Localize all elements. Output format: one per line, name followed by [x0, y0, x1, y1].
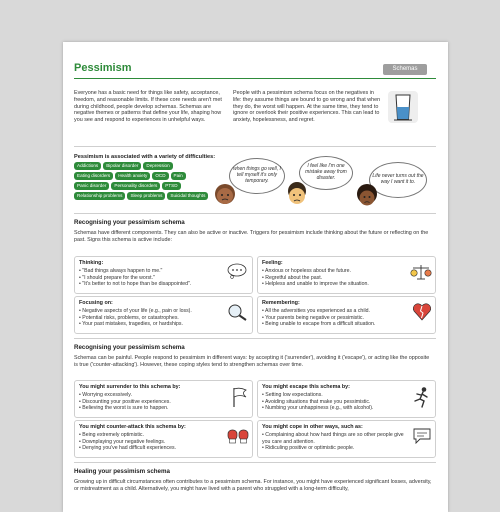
box-title: You might escape this schema by: [262, 384, 350, 390]
difficulty-tag: PTSD [162, 182, 180, 190]
thought-cloud-icon [227, 263, 247, 279]
box-title: Remembering: [262, 300, 300, 306]
title-divider [74, 78, 436, 79]
box-item: • Anxious or hopeless about the future. [262, 268, 369, 275]
emotion-scale-icon [410, 263, 432, 281]
speech-bubble-icon [412, 427, 432, 445]
box-item: • "It's better to not to hope than be disappointed". [79, 281, 191, 288]
recognising-heading: Recognising your pessimism schema [74, 219, 185, 226]
remembering-box [257, 296, 436, 334]
box-item: • Regretful about the past. [262, 275, 369, 282]
thinking-box [74, 256, 253, 294]
associated-difficulties-title: Pessimism is associated with a variety of difficulties: [74, 154, 216, 160]
box-item: • Ridiculing positive or optimistic people. [262, 445, 406, 452]
escape-box [257, 380, 436, 418]
difficulty-tag: Relationship problems [74, 192, 125, 200]
box-title: You might counter-attack this schema by: [79, 424, 186, 430]
difficulty-tag: Pain [171, 172, 186, 180]
responding-heading: Recognising your pessimism schema [74, 344, 185, 351]
section-divider [74, 462, 436, 463]
box-title: Focusing on: [79, 300, 113, 306]
worried-person-icon [213, 182, 237, 208]
box-item: • Numbing your unhappiness (e.g., with alcohol). [262, 405, 373, 412]
schemas-badge: Schemas [383, 64, 427, 75]
difficulty-tag: Panic disorder [74, 182, 109, 190]
box-item: • Being extremely optimistic. [79, 432, 176, 439]
worksheet-page [63, 42, 448, 512]
box-title: You might surrender to this schema by: [79, 384, 181, 390]
sad-person-icon [355, 184, 379, 210]
box-title: Thinking: [79, 260, 104, 266]
box-item: • Negative aspects of your life (e.g., pain or loss). [79, 308, 192, 315]
page-title: Pessimism [74, 62, 132, 74]
box-item: • Downplaying your negative feelings. [79, 439, 176, 446]
section-divider [74, 146, 436, 147]
box-item: • Helpless and unable to improve the situation. [262, 281, 369, 288]
difficulty-tag: Depression [143, 162, 172, 170]
thought-bubble [229, 158, 285, 194]
white-flag-icon [229, 386, 249, 408]
other-coping-box [257, 420, 436, 458]
box-item: • Denying you've had difficult experiences. [79, 445, 176, 452]
box-item: • Worrying excessively. [79, 392, 171, 399]
box-title: You might cope in other ways, such as: [262, 424, 363, 430]
section-divider [74, 338, 436, 339]
boxing-gloves-icon [227, 427, 249, 445]
section-divider [74, 213, 436, 214]
difficulty-tag: Bipolar disorder [103, 162, 141, 170]
healing-heading: Healing your pessimism schema [74, 468, 170, 475]
counter-attack-box [74, 420, 253, 458]
focusing-box [74, 296, 253, 334]
thought-bubble-text: I feel like I'm one mistake away from disaster. [305, 163, 347, 181]
difficulty-tag: Personality disorders [111, 182, 160, 190]
half-glass-icon [388, 91, 418, 123]
difficulty-tag: OCD [152, 172, 168, 180]
intro-left-text: Everyone has a basic need for things like safety, acceptance, freedom, and reasonable limits. If these core needs aren't met during childhood, people develop schemas. Schemas are negative themes or patterns that define your life, shaping how you see and respond to experiences in unhelpful ways. [74, 90, 222, 124]
box-item: • Believing the worst is sure to happen. [79, 405, 171, 412]
box-item: • Avoiding situations that make you pessimistic. [262, 399, 373, 406]
box-item: • "Bad things always happen to me." [79, 268, 191, 275]
box-item: • Your past mistakes, tragedies, or hardships. [79, 321, 192, 328]
box-item: • Your parents being negative or pessimistic. [262, 315, 375, 322]
difficulty-tags [74, 162, 209, 200]
recognising-text: Schemas have different components. They can also be active or inactive. Triggers for pessimism include thinking about the future or reflecting on the past. Signs this schema is active include: [74, 230, 429, 243]
box-item: • Discounting your positive experiences. [79, 399, 171, 406]
box-item: • Complaining about how hard things are so other people give you care and attention. [262, 432, 406, 445]
thought-bubble-text: Life never turns out the way I want it to. [372, 173, 424, 185]
box-item: • Potential risks, problems, or catastrophes. [79, 315, 192, 322]
box-title: Feeling: [262, 260, 283, 266]
anxious-person-icon [285, 182, 309, 208]
healing-text: Growing up in difficult circumstances often contributes to a pessimism schema. For instance, you might have experienced significant losses, adversity, or mistreatment as a child. Alternatively, you might have lived with a parent who struggled with a long-term difficulty, [74, 479, 432, 492]
surrender-box [74, 380, 253, 418]
difficulty-tag: Addictions [74, 162, 101, 170]
difficulty-tag: Eating disorders [74, 172, 113, 180]
difficulty-tag: Suicidal thoughts [167, 192, 208, 200]
difficulty-tag: Sleep problems [127, 192, 165, 200]
box-item: • All the adversities you experienced as a child. [262, 308, 375, 315]
difficulty-tag: Health anxiety [115, 172, 150, 180]
magnifying-glass-icon [227, 303, 249, 321]
running-person-icon [412, 386, 432, 408]
responding-text: Schemas can be painful. People respond to pessimism in different ways: by accepting it ('surrender'), avoiding it ('escape'), or acting like the opposite is true ('counter-attacking'). However, these coping styles tend to strengthen schemas over time. [74, 355, 430, 368]
broken-heart-icon [412, 302, 432, 322]
box-item: • Being unable to escape from a difficult situation. [262, 321, 375, 328]
intro-right-text: People with a pessimism schema focus on the negatives in life: they assume things are bound to go wrong and that when they do, the worst will happen. At the same time, they tend to ignore or overlook their positive experiences. This can lead to anxiety, hopelessness, and regret. [233, 90, 381, 124]
thought-bubble-text: when things go well, I tell myself it's only temporary. [233, 166, 281, 184]
box-item: • Setting low expectations. [262, 392, 373, 399]
feeling-box [257, 256, 436, 294]
box-item: • "I should prepare for the worst." [79, 275, 191, 282]
